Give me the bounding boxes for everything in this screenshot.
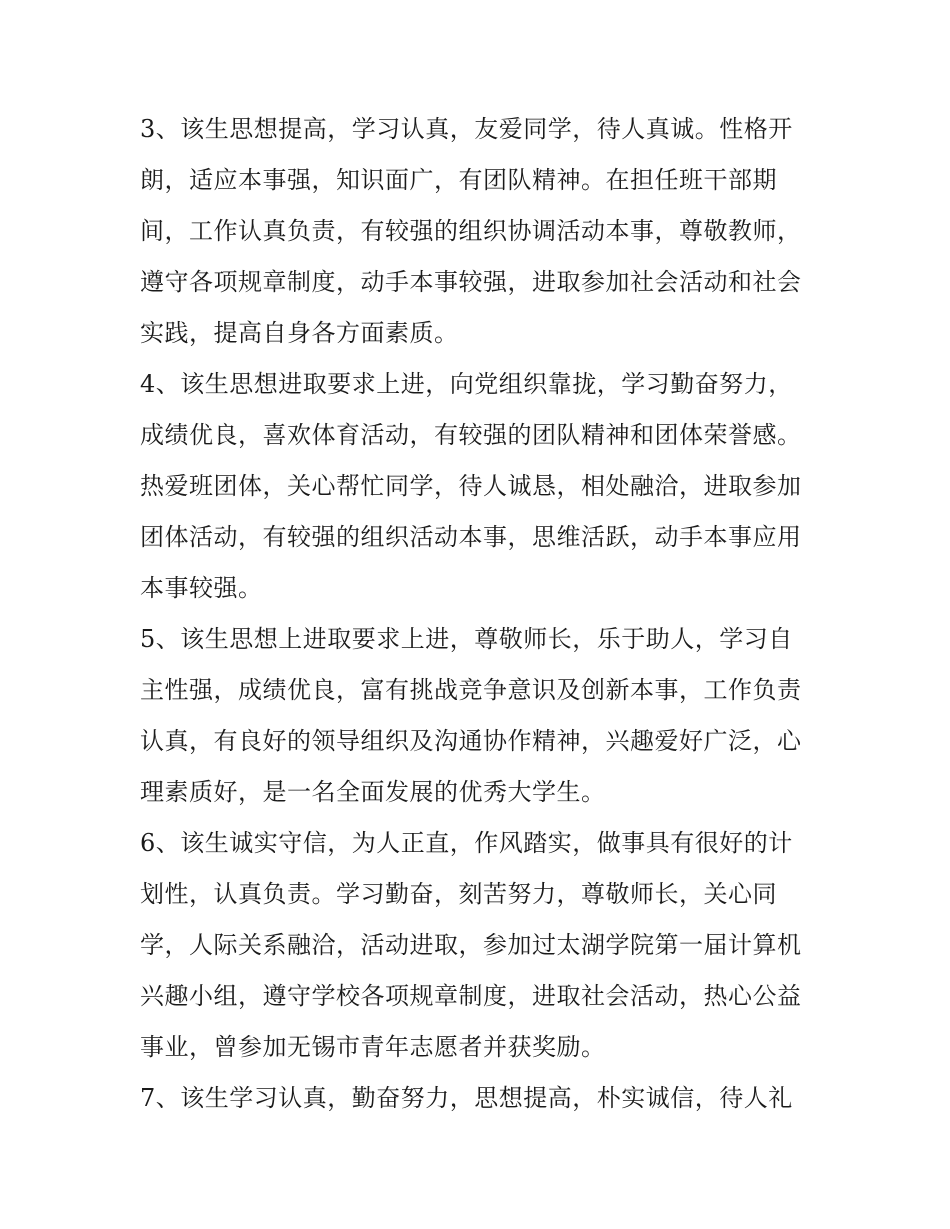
paragraph-6 <box>140 818 820 1073</box>
text-line: 间，工作认真负责，有较强的组织协调活动本事，尊敬教师， <box>140 217 802 245</box>
text-line: 主性强，成绩优良，富有挑战竞争意识及创新本事，工作负责 <box>140 676 802 704</box>
text-line: 学，人际关系融洽，活动进取，参加过太湖学院第一届计算机 <box>140 931 802 959</box>
text-line: 团体活动，有较强的组织活动本事，思维活跃，动手本事应用 <box>140 523 802 551</box>
text-line: 7、该生学习认真，勤奋努力，思想提高，朴实诚信，待人礼 <box>140 1084 793 1112</box>
paragraph-4 <box>140 359 820 614</box>
text-line: 事业，曾参加无锡市青年志愿者并获奖励。 <box>140 1033 606 1061</box>
text-line: 5、该生思想上进取要求上进，尊敬师长，乐于助人，学习自 <box>140 625 793 653</box>
paragraph-5 <box>140 614 820 818</box>
text-line: 6、该生诚实守信，为人正直，作风踏实，做事具有很好的计 <box>140 829 793 857</box>
text-line: 理素质好，是一名全面发展的优秀大学生。 <box>140 778 606 806</box>
text-line: 遵守各项规章制度，动手本事较强，进取参加社会活动和社会 <box>140 268 802 296</box>
paragraph-7 <box>140 1073 820 1124</box>
text-line: 实践，提高自身各方面素质。 <box>140 319 459 347</box>
text-line: 成绩优良，喜欢体育活动，有较强的团队精神和团体荣誉感。 <box>140 421 802 449</box>
text-line: 本事较强。 <box>140 574 263 602</box>
paragraph-3 <box>140 104 820 359</box>
text-line: 热爱班团体，关心帮忙同学，待人诚恳，相处融洽，进取参加 <box>140 472 802 500</box>
text-line: 3、该生思想提高，学习认真，友爱同学，待人真诚。性格开 <box>140 115 793 143</box>
text-line: 朗，适应本事强，知识面广，有团队精神。在担任班干部期 <box>140 166 777 194</box>
text-line: 兴趣小组，遵守学校各项规章制度，进取社会活动，热心公益 <box>140 982 802 1010</box>
text-line: 划性，认真负责。学习勤奋，刻苦努力，尊敬师长，关心同 <box>140 880 777 908</box>
document-body <box>140 104 820 1124</box>
text-line: 4、该生思想进取要求上进，向党组织靠拢，学习勤奋努力， <box>140 370 793 398</box>
text-line: 认真，有良好的领导组织及沟通协作精神，兴趣爱好广泛，心 <box>140 727 802 755</box>
